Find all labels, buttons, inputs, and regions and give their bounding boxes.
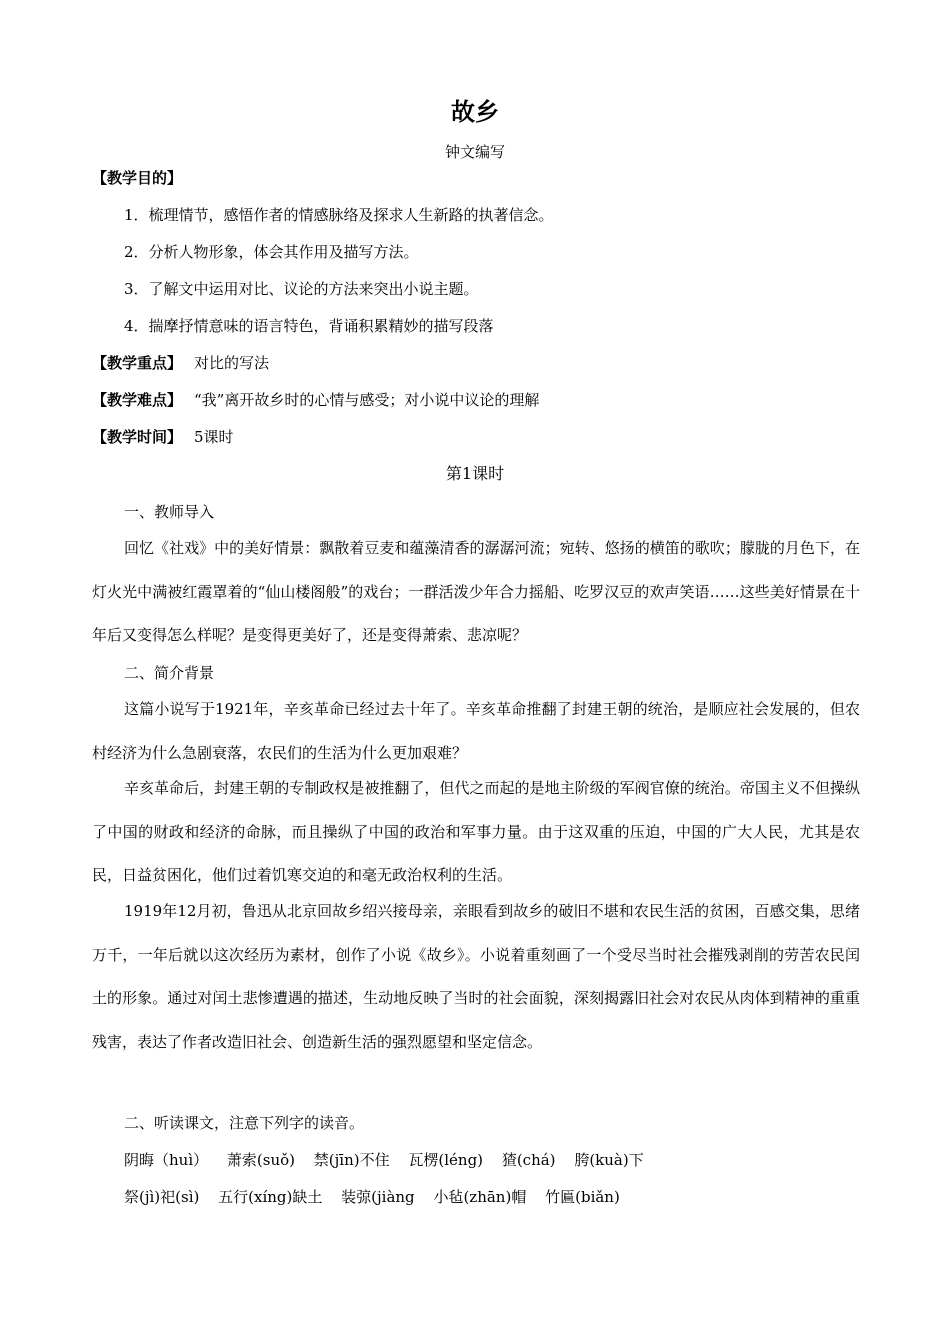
background-paragraph-1: 这篇小说写于1921年，辛亥革命已经过去十年了。辛亥革命推翻了封建王朝的统治，是顺应社会发展的，但农村经济为什么急剧衰落，农民们的生活为什么更加艰难？	[92, 700, 860, 762]
key-point-heading: 【教学重点】	[92, 354, 183, 372]
pinyin-word: 祭(jì)祀(sì)	[124, 1188, 200, 1206]
difficulty-heading: 【教学难点】	[92, 391, 183, 409]
pinyin-row-2	[124, 1187, 634, 1207]
pinyin-row-1	[124, 1150, 658, 1170]
objectives-heading: 【教学目的】	[92, 169, 183, 187]
key-point-row	[92, 353, 872, 373]
lesson-title: 第1课时	[445, 464, 505, 483]
time-value: 5课时	[194, 428, 234, 446]
section-heading-intro: 一、教师导入	[124, 503, 215, 521]
pinyin-word: 阴晦（huì）	[124, 1151, 209, 1169]
objective-item: 2．分析人物形象，体会其作用及描写方法。	[124, 243, 419, 261]
key-point-value: 对比的写法	[194, 354, 270, 372]
pinyin-word: 五行(xíng)缺土	[218, 1188, 323, 1206]
document-title: 故乡	[451, 98, 499, 126]
objective-item: 4．揣摩抒情意味的语言特色，背诵积累精妙的描写段落	[124, 317, 494, 335]
pinyin-word: 胯(kuà)下	[574, 1151, 644, 1169]
time-row	[92, 427, 872, 447]
pinyin-word: 禁(jīn)不住	[313, 1151, 390, 1169]
pinyin-word: 竹匾(biǎn)	[545, 1188, 620, 1206]
background-paragraph-3: 1919年12月初，鲁迅从北京回故乡绍兴接母亲，亲眼看到故乡的破旧不堪和农民生活的贫困，百感交集，思绪万千，一年后就以这次经历为素材，创作了小说《故乡》。小说着重刻画了一个受尽当时社会摧残剥削的劳苦农民闰土的形象。通过对闰土悲惨遭遇的描述，生动地反映了当时的社会面貌，深刻揭露旧社会对农民从肉体到精神的重重残害，表达了作者改造旧社会、创造新生活的强烈愿望和坚定信念。	[92, 902, 860, 1051]
objective-item: 1．梳理情节，感悟作者的情感脉络及探求人生新路的执著信念。	[124, 206, 554, 224]
objective-item: 3．了解文中运用对比、议论的方法来突出小说主题。	[124, 280, 479, 298]
difficulty-row	[92, 390, 872, 410]
difficulty-value: “我”离开故乡时的心情与感受；对小说中议论的理解	[194, 391, 540, 409]
pinyin-word: 猹(chá)	[501, 1151, 556, 1169]
pinyin-word: 萧索(suǒ)	[226, 1151, 295, 1169]
pinyin-word: 小毡(zhān)帽	[433, 1188, 527, 1206]
pinyin-word: 装弶(jiàng	[341, 1188, 415, 1206]
intro-paragraph: 回忆《社戏》中的美好情景：飘散着豆麦和蕴藻清香的潺潺河流；宛转、悠扬的横笛的歌吹；朦胧的月色下，在灯火光中满被红霞罩着的“仙山楼阁般”的戏台；一群活泼少年合力摇船、吃罗汉豆的欢声笑语……这些美好情景在十年后又变得怎么样呢？是变得更美好了，还是变得萧索、悲凉呢？	[92, 539, 860, 644]
background-paragraph-2: 辛亥革命后，封建王朝的专制政权是被推翻了，但代之而起的是地主阶级的军阀官僚的统治。帝国主义不但操纵了中国的财政和经济的命脉，而且操纵了中国的政治和军事力量。由于这双重的压迫，中国的广大人民，尤其是农民，日益贫困化，他们过着饥寒交迫的和毫无政治权利的生活。	[92, 779, 860, 884]
pinyin-word: 瓦楞(léng)	[408, 1151, 484, 1169]
section-heading-background: 二、简介背景	[124, 664, 215, 682]
time-heading: 【教学时间】	[92, 428, 183, 446]
section-heading-reading: 二、听读课文，注意下列字的读音。	[124, 1114, 365, 1132]
author-line: 钟文编写	[444, 143, 505, 161]
